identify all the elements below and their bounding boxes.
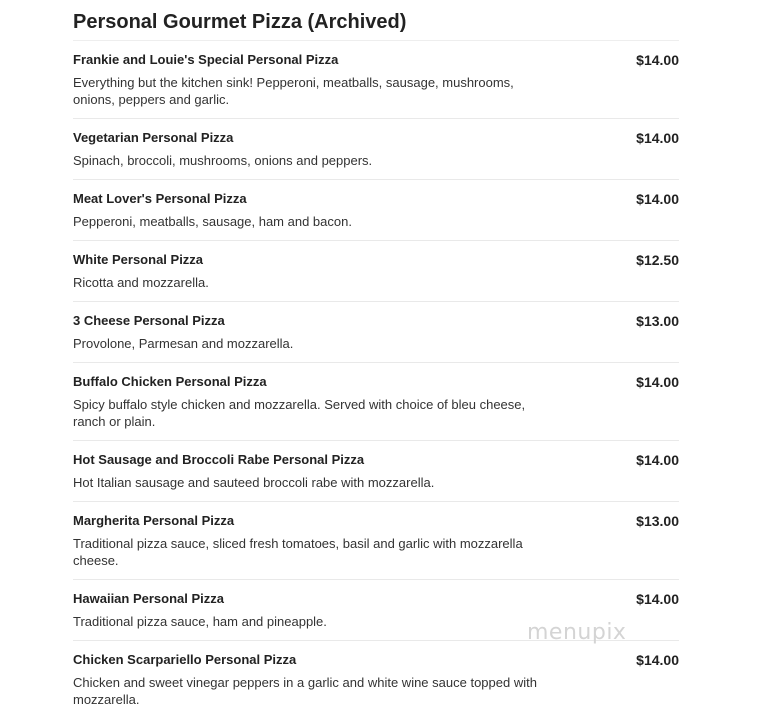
item-name: Buffalo Chicken Personal Pizza: [73, 374, 267, 389]
item-price: $14.00: [636, 452, 679, 468]
item-price: $14.00: [636, 130, 679, 146]
section-title: Personal Gourmet Pizza (Archived): [73, 0, 679, 41]
item-description: Pepperoni, meatballs, sausage, ham and bacon.: [73, 214, 352, 229]
menu-item: [73, 441, 679, 502]
item-description: Hot Italian sausage and sauteed broccoli rabe with mozzarella.: [73, 475, 435, 490]
item-price: $14.00: [636, 191, 679, 207]
menu-item: [73, 41, 679, 119]
item-price: $13.00: [636, 513, 679, 529]
item-description: Ricotta and mozzarella.: [73, 275, 209, 290]
item-name: 3 Cheese Personal Pizza: [73, 313, 225, 328]
item-price: $14.00: [636, 652, 679, 668]
item-name: Hot Sausage and Broccoli Rabe Personal Pizza: [73, 452, 365, 467]
item-name: Margherita Personal Pizza: [73, 513, 235, 528]
item-price: $12.50: [636, 252, 679, 268]
item-name: Hawaiian Personal Pizza: [73, 591, 225, 606]
item-name: Frankie and Louie's Special Personal Pizza: [73, 52, 339, 67]
item-price: $14.00: [636, 52, 679, 68]
item-description: Traditional pizza sauce, sliced fresh tomatoes, basil and garlic with mozzarella cheese.: [73, 536, 523, 568]
item-price: $14.00: [636, 591, 679, 607]
menu-item: [73, 241, 679, 302]
item-price: $13.00: [636, 313, 679, 329]
item-name: White Personal Pizza: [73, 252, 204, 267]
menu-item: [73, 502, 679, 580]
menu-item: [73, 363, 679, 441]
item-description: Spinach, broccoli, mushrooms, onions and peppers.: [73, 153, 373, 168]
menu-item: [73, 641, 679, 718]
menu-item: [73, 119, 679, 180]
item-description: Everything but the kitchen sink! Pepperoni, meatballs, sausage, mushrooms, onions, peppers and garlic.: [73, 75, 514, 107]
menu-item: [73, 180, 679, 241]
item-description: Spicy buffalo style chicken and mozzarella. Served with choice of bleu cheese, ranch or plain.: [73, 397, 526, 429]
menupix-watermark: menupix: [527, 620, 627, 645]
item-description: Traditional pizza sauce, ham and pineapple.: [73, 614, 327, 629]
menu-list: [73, 41, 679, 718]
item-name: Chicken Scarpariello Personal Pizza: [73, 652, 297, 667]
menu-section: [73, 0, 679, 718]
item-price: $14.00: [636, 374, 679, 390]
item-description: Chicken and sweet vinegar peppers in a garlic and white wine sauce topped with mozzarella.: [73, 675, 537, 707]
item-name: Meat Lover's Personal Pizza: [73, 191, 247, 206]
item-description: Provolone, Parmesan and mozzarella.: [73, 336, 294, 351]
item-name: Vegetarian Personal Pizza: [73, 130, 234, 145]
menu-item: [73, 302, 679, 363]
